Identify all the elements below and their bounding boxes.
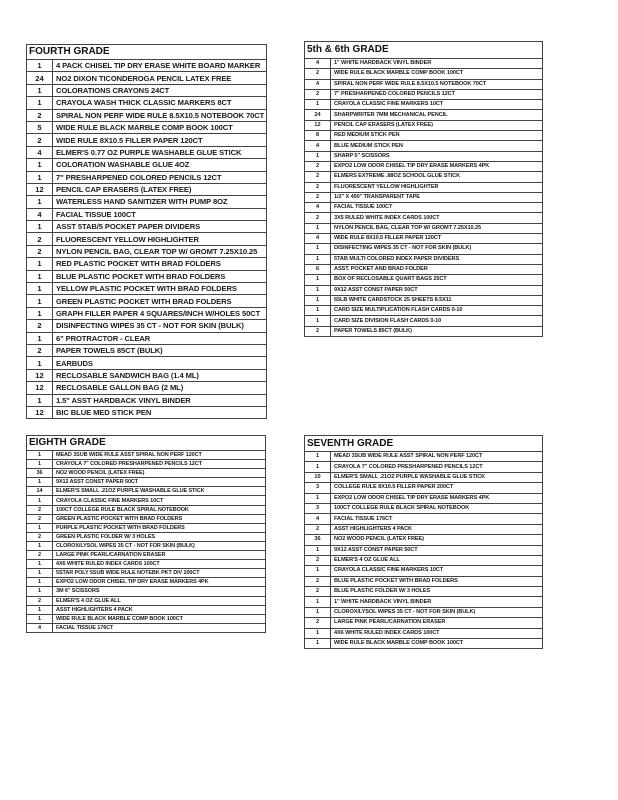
quantity-cell: 1 [305, 597, 331, 607]
quantity-cell: 4 [305, 141, 331, 151]
table-row [27, 307, 267, 319]
item-description-cell: LARGE PINK PEARL/CARNATION ERASER [53, 551, 266, 560]
quantity-cell: 1 [305, 462, 331, 472]
table-row [27, 121, 267, 133]
quantity-cell: 1 [305, 275, 331, 285]
quantity-cell: 1 [27, 295, 53, 307]
item-description-cell: YELLOW PLASTIC POCKET WITH BRAD FOLDERS [53, 283, 267, 295]
quantity-cell: 1 [305, 295, 331, 305]
quantity-cell: 3 [305, 503, 331, 513]
quantity-cell: 1 [27, 357, 53, 369]
table-row [27, 406, 267, 418]
quantity-cell: 2 [305, 182, 331, 192]
item-description-cell: CRAYOLA 7" COLORED PRESHARPENED PENCILS 12CT [53, 460, 266, 469]
table-row [27, 469, 266, 478]
table-row [27, 84, 267, 96]
quantity-cell: 1 [27, 159, 53, 171]
table-row [305, 223, 543, 233]
table-row [27, 496, 266, 505]
quantity-cell: 5 [27, 121, 53, 133]
item-description-cell: SHARP 5" SCISSORS [331, 151, 543, 161]
quantity-cell: 6 [305, 264, 331, 274]
table-row [305, 151, 543, 161]
table-row [305, 131, 543, 141]
quantity-cell: 12 [27, 369, 53, 381]
table-row [27, 532, 266, 541]
quantity-cell: 2 [305, 587, 331, 597]
quantity-cell: 8 [305, 131, 331, 141]
table-row [305, 639, 543, 649]
table-row [27, 196, 267, 208]
quantity-cell: 2 [305, 555, 331, 565]
item-description-cell: RECLOSABLE SANDWICH BAG (1.4 ML) [53, 369, 267, 381]
table-row [27, 451, 266, 460]
item-description-cell: ASST HIGHLIGHTERS 4 PACK [331, 524, 543, 534]
table-row [305, 587, 543, 597]
quantity-cell: 1 [305, 316, 331, 326]
table-row [27, 505, 266, 514]
quantity-cell: 4 [305, 234, 331, 244]
quantity-cell: 4 [305, 514, 331, 524]
item-description-cell: PAPER TOWELS 85CT (BULK) [53, 344, 267, 356]
item-description-cell: WIDE RULE BLACK MARBLE COMP BOOK 100CT [53, 121, 267, 133]
table-row [305, 545, 543, 555]
table-row [27, 60, 267, 72]
table-row [305, 503, 543, 513]
item-description-cell: ASST 5TAB/5 POCKET PAPER DIVIDERS [53, 221, 267, 233]
quantity-cell: 2 [27, 344, 53, 356]
quantity-cell: 36 [27, 469, 53, 478]
table-row [305, 79, 543, 89]
item-description-cell: 1" WHITE HARDBACK VINYL BINDER [331, 59, 543, 69]
table-title: EIGHTH GRADE [27, 436, 266, 451]
quantity-cell: 36 [305, 535, 331, 545]
item-description-cell: 9X12 ASST CONST PAPER 50CT [53, 478, 266, 487]
item-description-cell: FACIAL TISSUE 100CT [53, 208, 267, 220]
table-row [305, 100, 543, 110]
item-description-cell: MEAD 3SUB WIDE RULE ASST SPIRAL NON PERF 120CT [331, 452, 543, 462]
quantity-cell: 2 [305, 576, 331, 586]
table-row [27, 560, 266, 569]
quantity-cell: 1 [27, 560, 53, 569]
table-row [27, 134, 267, 146]
item-description-cell: WIDE RULE BLACK MARBLE COMP BOOK 100CT [331, 69, 543, 79]
quantity-cell: 2 [27, 532, 53, 541]
item-description-cell: ELMER'S SMALL .21OZ PURPLE WASHABLE GLUE STICK [331, 472, 543, 482]
table-row [305, 120, 543, 130]
table-row [305, 326, 543, 336]
table-row [305, 483, 543, 493]
item-description-cell: WIDE RULE 8X10.5 FILLER PAPER 120CT [331, 234, 543, 244]
table-row [305, 295, 543, 305]
item-description-cell: 1" WHITE HARDBACK VINYL BINDER [331, 597, 543, 607]
table-title: FOURTH GRADE [27, 45, 267, 60]
table-row [305, 618, 543, 628]
table-row [27, 514, 266, 523]
table-row [27, 233, 267, 245]
item-description-cell: COLORATION WASHABLE GLUE 4OZ [53, 159, 267, 171]
quantity-cell: 1 [27, 541, 53, 550]
quantity-cell: 24 [305, 110, 331, 120]
item-description-cell: MEAD 3SUB WIDE RULE ASST SPIRAL NON PERF 120CT [53, 451, 266, 460]
table-row [305, 597, 543, 607]
quantity-cell: 1 [27, 614, 53, 623]
quantity-cell: 1 [27, 171, 53, 183]
item-description-cell: 3M 6" SCISSORS [53, 587, 266, 596]
eighth-grade-supply-table [26, 435, 266, 633]
item-description-cell: PENCIL CAP ERASERS (LATEX FREE) [53, 183, 267, 195]
table-row [305, 203, 543, 213]
item-description-cell: 7" PRESHARPENED COLORED PENCILS 12CT [53, 171, 267, 183]
quantity-cell: 1 [27, 478, 53, 487]
quantity-cell: 1 [27, 460, 53, 469]
quantity-cell: 1 [27, 332, 53, 344]
quantity-cell: 2 [27, 514, 53, 523]
item-description-cell: SPIRAL NON PERF WIDE RULE 8.5X10.5 NOTEBOOK 70CT [331, 79, 543, 89]
item-description-cell: FLUORESCENT YELLOW HIGHLIGHTER [331, 182, 543, 192]
quantity-cell: 1 [305, 566, 331, 576]
item-description-cell: WIDE RULE 8X10.5 FILLER PAPER 120CT [53, 134, 267, 146]
item-description-cell: 100CT COLLEGE RULE BLACK SPIRAL NOTEBOOK [331, 503, 543, 513]
table-row [27, 623, 266, 632]
table-row [27, 109, 267, 121]
table-row [305, 285, 543, 295]
item-description-cell: ELMER'S SMALL .21OZ PURPLE WASHABLE GLUE STICK [53, 487, 266, 496]
item-description-cell: 4X6 WHITE RULED INDEX CARDS 100CT [331, 628, 543, 638]
item-description-cell: NYLON PENCIL BAG, CLEAR TOP W/ GROMT 7.25X10.25 [331, 223, 543, 233]
quantity-cell: 2 [27, 505, 53, 514]
quantity-cell: 2 [305, 192, 331, 202]
table-row [27, 478, 266, 487]
quantity-cell: 2 [305, 524, 331, 534]
quantity-cell: 4 [305, 79, 331, 89]
item-description-cell: ELMER'S 4 OZ GLUE ALL [331, 555, 543, 565]
quantity-cell: 1 [27, 523, 53, 532]
item-description-cell: DISINFECTING WIPES 35 CT - NOT FOR SKIN (BULK) [331, 244, 543, 254]
item-description-cell: RED MEDIUM STICK PEN [331, 131, 543, 141]
quantity-cell: 2 [27, 109, 53, 121]
quantity-cell: 4 [27, 623, 53, 632]
item-description-cell: CRAYOLA CLASSIC FINE MARKERS 10CT [331, 566, 543, 576]
quantity-cell: 1 [305, 151, 331, 161]
quantity-cell: 10 [305, 472, 331, 482]
item-description-cell: WATERLESS HAND SANITIZER WITH PUMP 8OZ [53, 196, 267, 208]
table-row [27, 159, 267, 171]
quantity-cell: 24 [27, 72, 53, 84]
item-description-cell: RED PLASTIC POCKET WITH BRAD FOLDERS [53, 258, 267, 270]
item-description-cell: SHARPWRITER 7MM MECHANICAL PENCIL [331, 110, 543, 120]
fifth-sixth-grade-supply-table [304, 41, 543, 337]
item-description-cell: PURPLE PLASTIC POCKET WITH BRAD FOLDERS [53, 523, 266, 532]
item-description-cell: NYLON PENCIL BAG, CLEAR TOP W/ GROMT 7.25X10.25 [53, 245, 267, 257]
quantity-cell: 1 [305, 306, 331, 316]
item-description-cell: LARGE PINK PEARL/CARNATION ERASER [331, 618, 543, 628]
item-description-cell: 6" PROTRACTOR - CLEAR [53, 332, 267, 344]
quantity-cell: 1 [27, 587, 53, 596]
item-description-cell: 9X12 ASST CONST PAPER 50CT [331, 285, 543, 295]
table-row [27, 578, 266, 587]
table-row [27, 523, 266, 532]
table-row [27, 283, 267, 295]
quantity-cell: 2 [27, 320, 53, 332]
item-description-cell: CRAYOLA CLASSIC FINE MARKERS 10CT [53, 496, 266, 505]
table-row [27, 357, 267, 369]
table-row [305, 576, 543, 586]
quantity-cell: 12 [27, 406, 53, 418]
fourth-grade-supply-table [26, 44, 267, 419]
quantity-cell: 4 [305, 59, 331, 69]
table-row [27, 332, 267, 344]
table-row [305, 161, 543, 171]
item-description-cell: BLUE MEDIUM STICK PEN [331, 141, 543, 151]
item-description-cell: BLUE PLASTIC FOLDER W/ 3 HOLES [331, 587, 543, 597]
item-description-cell: FACIAL TISSUE 100CT [331, 203, 543, 213]
quantity-cell: 2 [305, 326, 331, 336]
item-description-cell: NO2 DIXON TICONDEROGA PENCIL LATEX FREE [53, 72, 267, 84]
table-row [305, 182, 543, 192]
quantity-cell: 2 [305, 89, 331, 99]
quantity-cell: 1 [27, 451, 53, 460]
quantity-cell: 14 [27, 487, 53, 496]
item-description-cell: ELMER'S 4 OZ GLUE ALL [53, 596, 266, 605]
item-description-cell: EARBUDS [53, 357, 267, 369]
item-description-cell: 5STAR POLY 5SUB WIDE RULE NOTEBK PKT DIV 200CT [53, 569, 266, 578]
table-row [305, 172, 543, 182]
quantity-cell: 2 [305, 618, 331, 628]
item-description-cell: 1/2" X 450" TRANSPARENT TAPE [331, 192, 543, 202]
table-row [305, 244, 543, 254]
table-row [27, 344, 267, 356]
quantity-cell: 1 [305, 254, 331, 264]
quantity-cell: 1 [27, 60, 53, 72]
item-description-cell: FLUORESCENT YELLOW HIGHLIGHTER [53, 233, 267, 245]
table-row [305, 462, 543, 472]
table-row [305, 59, 543, 69]
table-row [305, 69, 543, 79]
item-description-cell: GREEN PLASTIC POCKET WITH BRAD FOLDERS [53, 295, 267, 307]
quantity-cell: 2 [27, 596, 53, 605]
item-description-cell: 5TAB MULTI COLORED INDEX PAPER DIVIDERS [331, 254, 543, 264]
item-description-cell: FACIAL TISSUE 176CT [331, 514, 543, 524]
quantity-cell: 4 [27, 146, 53, 158]
item-description-cell: BOX OF RECLOSABLE QUART BAGS 25CT [331, 275, 543, 285]
item-description-cell: BIC BLUE MED STICK PEN [53, 406, 267, 418]
table-row [305, 514, 543, 524]
item-description-cell: ASST. POCKET AND BRAD FOLDER [331, 264, 543, 274]
quantity-cell: 1 [305, 545, 331, 555]
table-row [27, 487, 266, 496]
item-description-cell: PENCIL CAP ERASERS (LATEX FREE) [331, 120, 543, 130]
table-row [27, 551, 266, 560]
item-description-cell: GRAPH FILLER PAPER 4 SQUARES/INCH W/HOLES 50CT [53, 307, 267, 319]
table-row [27, 541, 266, 550]
table-row [27, 221, 267, 233]
item-description-cell: 9X12 ASST CONST PAPER 50CT [331, 545, 543, 555]
quantity-cell: 1 [27, 221, 53, 233]
item-description-cell: COLORATIONS CRAYONS 24CT [53, 84, 267, 96]
table-row [27, 382, 267, 394]
quantity-cell: 1 [27, 569, 53, 578]
table-row [305, 472, 543, 482]
item-description-cell: EXPO2 LOW ODOR CHISEL TIP DRY ERASE MARKERS 4PK [331, 493, 543, 503]
item-description-cell: WIDE RULE BLACK MARBLE COMP BOOK 100CT [331, 639, 543, 649]
quantity-cell: 1 [27, 578, 53, 587]
quantity-cell: 12 [305, 120, 331, 130]
quantity-cell: 1 [27, 496, 53, 505]
quantity-cell: 1 [27, 84, 53, 96]
table-row [27, 569, 266, 578]
item-description-cell: CRAYOLA 7" COLORED PRESHARPENED PENCILS 12CT [331, 462, 543, 472]
item-description-cell: WIDE RULE BLACK MARBLE COMP BOOK 100CT [53, 614, 266, 623]
table-row [305, 213, 543, 223]
table-row [305, 264, 543, 274]
quantity-cell: 1 [305, 100, 331, 110]
table-row [27, 245, 267, 257]
table-row [27, 605, 266, 614]
table-row [305, 234, 543, 244]
item-description-cell: ASST HIGHLIGHTERS 4 PACK [53, 605, 266, 614]
item-description-cell: CRAYOLA CLASSIC FINE MARKERS 10CT [331, 100, 543, 110]
quantity-cell: 1 [305, 244, 331, 254]
table-row [27, 460, 266, 469]
quantity-cell: 2 [305, 213, 331, 223]
quantity-cell: 1 [305, 285, 331, 295]
item-description-cell: EXPO2 LOW ODOR CHISEL TIP DRY ERASE MARKERS 4PK [331, 161, 543, 171]
item-description-cell: NO2 WOOD PENCIL (LATEX FREE) [331, 535, 543, 545]
table-row [27, 295, 267, 307]
quantity-cell: 2 [27, 245, 53, 257]
table-row [305, 192, 543, 202]
table-row [27, 320, 267, 332]
table-row [27, 171, 267, 183]
table-row [305, 89, 543, 99]
quantity-cell: 1 [27, 283, 53, 295]
quantity-cell: 1 [27, 394, 53, 406]
quantity-cell: 1 [27, 196, 53, 208]
item-description-cell: EXPO2 LOW ODOR CHISEL TIP DRY ERASE MARKERS 4PK [53, 578, 266, 587]
table-row [27, 614, 266, 623]
quantity-cell: 1 [305, 223, 331, 233]
quantity-cell: 1 [305, 607, 331, 617]
item-description-cell: ELMER'S 0.77 OZ PURPLE WASHABLE GLUE STICK [53, 146, 267, 158]
quantity-cell: 12 [27, 183, 53, 195]
table-row [27, 72, 267, 84]
table-row [305, 306, 543, 316]
table-row [305, 628, 543, 638]
table-row [27, 208, 267, 220]
table-row [27, 183, 267, 195]
table-row [305, 566, 543, 576]
quantity-cell: 4 [305, 203, 331, 213]
quantity-cell: 12 [27, 382, 53, 394]
item-description-cell: 7" PRESHARPENED COLORED PENCILS 12CT [331, 89, 543, 99]
item-description-cell: 4X6 WHITE RULED INDEX CARDS 100CT [53, 560, 266, 569]
quantity-cell: 1 [305, 639, 331, 649]
table-title: 5th & 6th GRADE [305, 42, 543, 59]
item-description-cell: BLUE PLASTIC POCKET WITH BRAD FOLDERS [53, 270, 267, 282]
quantity-cell: 2 [27, 134, 53, 146]
table-row [305, 535, 543, 545]
item-description-cell: CLOROX/LYSOL WIPES 35 CT - NOT FOR SKIN (BULK) [53, 541, 266, 550]
table-row [27, 270, 267, 282]
quantity-cell: 1 [305, 628, 331, 638]
item-description-cell: GREEN PLASTIC POCKET WITH BRAD FOLDERS [53, 514, 266, 523]
item-description-cell: DISINFECTING WIPES 35 CT - NOT FOR SKIN (BULK) [53, 320, 267, 332]
item-description-cell: 4 PACK CHISEL TIP DRY ERASE WHITE BOARD MARKER [53, 60, 267, 72]
table-row [305, 607, 543, 617]
table-row [27, 587, 266, 596]
item-description-cell: ELMERS EXTREME .88OZ SCHOOL GLUE STICK [331, 172, 543, 182]
item-description-cell: CRAYOLA WASH THICK CLASSIC MARKERS 8CT [53, 97, 267, 109]
quantity-cell: 2 [27, 551, 53, 560]
table-row [27, 596, 266, 605]
item-description-cell: PAPER TOWELS 85CT (BULK) [331, 326, 543, 336]
item-description-cell: 1.5" ASST HARDBACK VINYL BINDER [53, 394, 267, 406]
table-title: SEVENTH GRADE [305, 436, 543, 452]
item-description-cell: CARD SIZE DIVISION FLASH CARDS 0-10 [331, 316, 543, 326]
quantity-cell: 2 [305, 161, 331, 171]
quantity-cell: 1 [305, 452, 331, 462]
item-description-cell: FACIAL TISSUE 176CT [53, 623, 266, 632]
item-description-cell: BLUE PLASTIC POCKET WITH BRAD FOLDERS [331, 576, 543, 586]
quantity-cell: 1 [27, 307, 53, 319]
item-description-cell: 65LB WHITE CARDSTOCK 25 SHEETS 8.5X11 [331, 295, 543, 305]
quantity-cell: 1 [27, 605, 53, 614]
table-row [27, 369, 267, 381]
table-row [305, 555, 543, 565]
item-description-cell: 3X5 RULED WHITE INDEX CARDS 100CT [331, 213, 543, 223]
table-row [305, 110, 543, 120]
table-row [305, 141, 543, 151]
quantity-cell: 1 [27, 97, 53, 109]
table-row [305, 524, 543, 534]
table-row [305, 275, 543, 285]
item-description-cell: SPIRAL NON PERF WIDE RULE 8.5X10.5 NOTEBOOK 70CT [53, 109, 267, 121]
table-row [27, 97, 267, 109]
item-description-cell: NO2 WOOD PENCIL (LATEX FREE) [53, 469, 266, 478]
seventh-grade-supply-table [304, 435, 543, 649]
quantity-cell: 1 [305, 493, 331, 503]
table-row [27, 394, 267, 406]
table-row [305, 452, 543, 462]
quantity-cell: 2 [305, 69, 331, 79]
table-row [305, 493, 543, 503]
table-row [27, 146, 267, 158]
item-description-cell: GREEN PLASTIC FOLDER W/ 3 HOLES [53, 532, 266, 541]
item-description-cell: RECLOSABLE GALLON BAG (2 ML) [53, 382, 267, 394]
item-description-cell: CARD SIZE MULTIPLICATION FLASH CARDS 0-10 [331, 306, 543, 316]
quantity-cell: 1 [27, 270, 53, 282]
quantity-cell: 3 [305, 483, 331, 493]
item-description-cell: CLOROX/LYSOL WIPES 35 CT - NOT FOR SKIN (BULK) [331, 607, 543, 617]
quantity-cell: 2 [27, 233, 53, 245]
table-row [27, 258, 267, 270]
item-description-cell: COLLEGE RULE 8X10.5 FILLER PAPER 200CT [331, 483, 543, 493]
table-row [305, 254, 543, 264]
quantity-cell: 2 [305, 172, 331, 182]
table-row [305, 316, 543, 326]
item-description-cell: 100CT COLLEGE RULE BLACK SPIRAL NOTEBOOK [53, 505, 266, 514]
quantity-cell: 4 [27, 208, 53, 220]
quantity-cell: 1 [27, 258, 53, 270]
